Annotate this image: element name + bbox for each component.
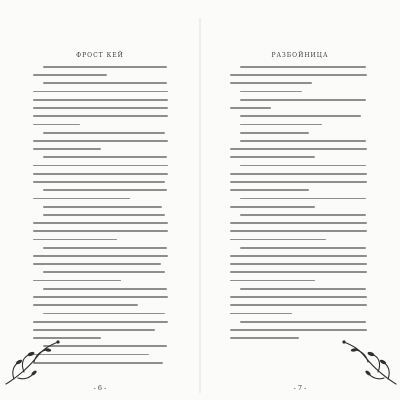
text-line [43,313,165,315]
right-running-header: РАЗБОЙНИЦА [271,52,329,59]
text-line [43,189,167,191]
floral-corner-ornament-icon [2,338,64,388]
text-line [240,165,366,167]
floral-corner-ornament-icon [338,338,400,388]
text-line [230,222,367,224]
text-line [240,288,366,290]
text-line [230,255,367,257]
text-line [230,206,315,208]
text-line [43,66,167,68]
text-line [43,206,162,208]
text-line [33,124,80,126]
text-line [43,156,167,158]
text-line [33,99,168,101]
text-line [230,107,271,109]
text-line [240,321,366,323]
text-line [240,247,366,249]
left-running-header: ФРОСТ КЕЙ [76,52,124,59]
text-line [230,173,367,175]
text-line [230,329,367,331]
text-line [33,239,117,241]
text-line [240,140,366,142]
text-line [33,255,168,257]
text-line [230,313,292,315]
text-line [43,82,167,84]
text-line [230,74,367,76]
text-line [240,115,361,117]
text-line [33,91,168,93]
text-line [43,288,167,290]
text-line [240,66,366,68]
text-line [240,91,302,93]
text-line [33,263,161,265]
text-line [230,189,309,191]
text-line [33,140,168,142]
text-line [230,239,326,241]
left-body-text [33,66,168,370]
text-line [33,115,168,117]
right-page [200,0,400,400]
text-line [230,296,367,298]
text-line [33,148,101,150]
text-line [33,198,130,200]
text-line [43,271,165,273]
text-line [230,230,367,232]
text-line [33,222,168,224]
text-line [240,132,309,134]
text-line [240,124,322,126]
text-line [230,271,367,273]
text-line [33,304,138,306]
text-line [230,263,367,265]
text-line [230,156,315,158]
text-line [33,173,168,175]
text-line [230,82,312,84]
text-line [33,165,168,167]
right-page-number: - 7 - [293,384,307,392]
text-line [230,280,315,282]
text-line [43,132,165,134]
book-spine [199,18,201,393]
text-line [240,198,366,200]
text-line [240,214,366,216]
right-body-text [230,66,367,345]
text-line [240,99,366,101]
text-line [33,74,107,76]
text-line [230,148,367,150]
text-line [230,337,299,339]
left-page-number: - 6 - [93,384,107,392]
text-line [33,107,168,109]
text-line [43,214,165,216]
text-line [230,304,367,306]
text-line [230,181,367,183]
text-line [33,329,155,331]
text-line [33,296,168,298]
text-line [33,230,168,232]
text-line [43,247,167,249]
text-line [33,321,168,323]
text-line [33,280,121,282]
text-line [33,181,165,183]
